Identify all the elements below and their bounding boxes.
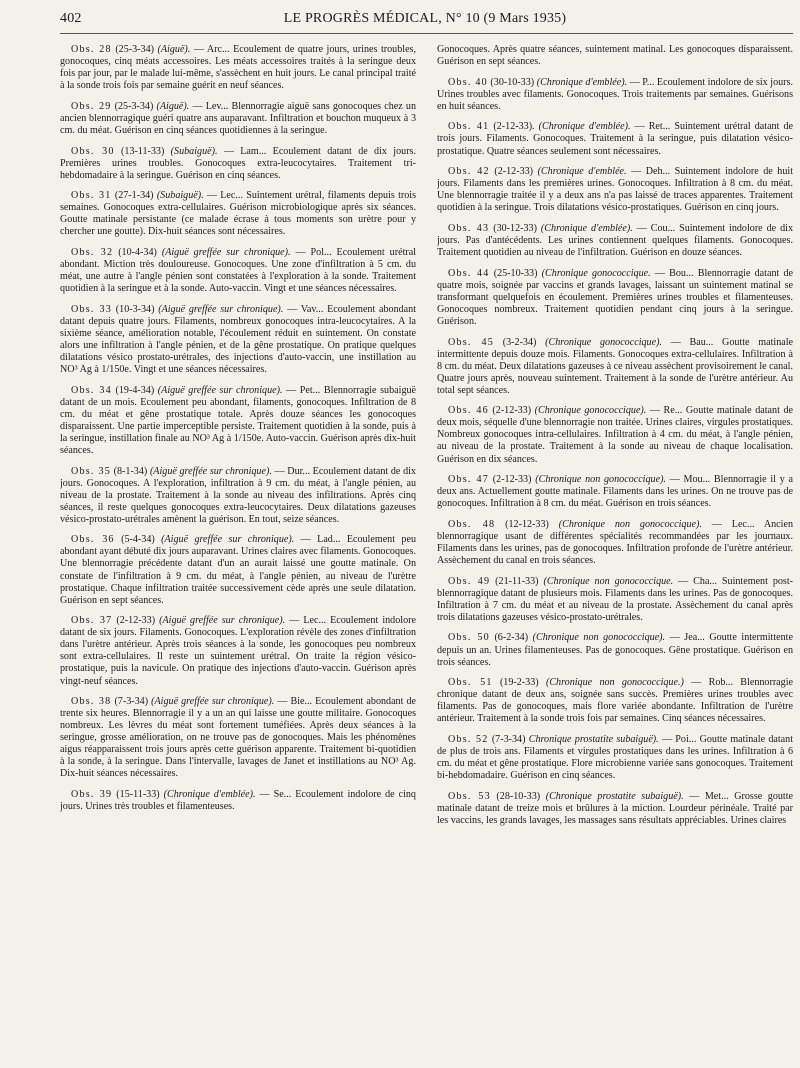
observation-date: (2-12-33) bbox=[492, 474, 532, 486]
observation-date: (19-4-34) bbox=[115, 384, 155, 396]
observation-type: (Chronique gonococcique). bbox=[545, 336, 662, 348]
observation-paragraph bbox=[437, 519, 793, 567]
observation-text: — Lev... Blennorragie aiguë sans gonocoques chez un ancien blennorragique guéri quatre ans auparavant. Infiltration et bouchon muqueux à 3 cm. du méat. Guérison en cinq séances quotidiennes à la seringue. bbox=[60, 100, 416, 136]
observation-label: Obs. 37 bbox=[71, 615, 113, 627]
observation-date: (10-3-34) bbox=[115, 303, 155, 315]
observation-date: (25-10-33) bbox=[493, 267, 538, 279]
observation-paragraph bbox=[437, 77, 793, 113]
observation-date: (8-1-34) bbox=[113, 465, 148, 477]
observation-text: — Lam... Ecoulement datant de dix jours. Premières urines troubles. Gonocoques extra-leucocytaires. Traitement tri-hebdomadaire à la seringue. Guérison en cinq séances. bbox=[60, 145, 416, 181]
observation-paragraph bbox=[60, 44, 416, 92]
observation-paragraph bbox=[437, 677, 793, 725]
observation-type: (Chronique non gonococcique). bbox=[535, 474, 666, 486]
observation-date: (5-4-34) bbox=[121, 534, 155, 546]
observation-text: — Poi... Goutte matinale datant de plus de trois ans. Filaments et virgules prostatiques dans les urines. Infiltration à 6 cm. du méat et gêne prostatique. Flore microbienne variée sans gonocoques. Traitement bi-hebdomadaire. Guérison en cinq séances. bbox=[437, 733, 793, 782]
observation-text: — Re... Goutte matinale datant de deux mois, séquelle d'une blennorragie non traitée. Urines claires, virgules prostatiques. Nombreux gonocoques intra-cellulaires. Infiltration à 4 cm. du méat, à l'angle pénien, au niveau de la prostate. Traitement à la sonde au niveau de chaque localisation. Guérison en dix séances. bbox=[437, 405, 793, 465]
observation-text: — Bou... Blennorragie datant de quatre mois, soignée par vaccins et grands lavages, laissant un suintement matinal se transformant quelquefois en écoulement. Premières urines troubles et filamenteuses. Gonocoques nombreux. Traitement quotidien pendant cinq jours à la seringue. Guérison. bbox=[437, 267, 793, 327]
observation-date: (25-3-34) bbox=[114, 100, 154, 112]
observation-type: Chronique prostatite subaiguë). bbox=[528, 733, 659, 745]
observation-text: — Cou... Suintement indolore de dix jours. Pas d'antécédents. Les urines contiennent quelques filaments. Gonocoques. Traitement quotidien au niveau de l'infiltration. Guérison en douze séances. bbox=[437, 222, 793, 259]
left-column bbox=[60, 44, 416, 1064]
observation-date: (2-12-33). bbox=[493, 121, 535, 133]
header-rule bbox=[60, 33, 793, 34]
observation-type: (Chronique non gonococcique). bbox=[532, 632, 666, 644]
observation-paragraph bbox=[60, 146, 416, 182]
observation-label: Obs. 42 bbox=[448, 166, 490, 178]
observation-label: Obs. 44 bbox=[448, 267, 490, 279]
observation-text: — Pol... Ecoulement urétral abondant. Miction très douloureuse. Gonocoques. Une zone d'infiltration à 5 cm. du méat, une autre à l'angle pénien sont constatées à l'exploration à la sonde. Traitement quotidien à la seringue et à la sonde. Auto-vaccin. Vingt et une séances nécessaires. bbox=[60, 247, 416, 295]
observation-type: (Chronique prostatite subaiguë). bbox=[545, 790, 684, 802]
observation-date: (30-12-33) bbox=[493, 222, 537, 234]
observation-date: (12-12-33) bbox=[505, 518, 549, 530]
observation-text: — Jea... Goutte intermittente depuis un an. Urines filamenteuses. Pas de gonocoques. Gêne prostatique. Guérison en trois séances. bbox=[437, 632, 793, 668]
observation-type: (Aiguë greffée sur chronique). bbox=[149, 465, 272, 477]
observation-paragraph bbox=[437, 791, 793, 827]
observation-type: (Chronique d'emblée). bbox=[538, 121, 631, 133]
observation-label: Obs. 31 bbox=[71, 190, 112, 202]
observation-date: (3-2-34) bbox=[502, 336, 537, 348]
observation-type: (Chronique d'emblée). bbox=[163, 789, 256, 801]
observation-date: (2-12-33) bbox=[116, 615, 156, 627]
observation-label: Obs. 51 bbox=[448, 677, 493, 689]
observation-paragraph bbox=[60, 696, 416, 780]
observation-date: (21-11-33) bbox=[495, 575, 539, 587]
observation-date: (6-2-34) bbox=[494, 632, 529, 644]
observation-date: (7-3-34) bbox=[114, 696, 149, 708]
observation-label: Obs. 50 bbox=[448, 632, 490, 644]
observation-label: Obs. 30 bbox=[71, 145, 115, 157]
observation-text: Gonocoques. Après quatre séances, suintement matinal. Les gonocoques disparaissent. Guérison en sept séances. bbox=[437, 44, 793, 68]
observation-label: Obs. 38 bbox=[71, 696, 112, 708]
observation-text: — Lad... Ecoulement peu abondant ayant débuté dix jours auparavant. Urines claires avec filaments. Gonocoques. Une blennorragie précédente datant d'un an aurait laissé une goutte matinale. On constate de l'infiltration à 9 cm. du méat, à l'angle pénien, au niveau de l'urètre prostatique. Chaque infiltration traitée successivement cède après une seule dilatation. Guérison en sept séances. bbox=[60, 534, 416, 606]
observation-type: (Aiguë greffée sur chronique). bbox=[158, 303, 284, 315]
observation-date: (27-1-34) bbox=[114, 190, 154, 202]
observation-paragraph bbox=[60, 789, 416, 813]
observation-type: (Aiguë greffée sur chronique). bbox=[161, 534, 295, 546]
observation-type: (Aiguë). bbox=[157, 44, 191, 55]
observation-type: (Aiguë greffée sur chronique). bbox=[151, 696, 275, 708]
observation-paragraph bbox=[437, 632, 793, 668]
observation-date: (30-10-33) bbox=[490, 76, 535, 88]
observation-paragraph bbox=[437, 405, 793, 465]
observation-text: — Ret... Suintement urétral datant de trois jours. Filaments. Gonocoques. Traitement à la seringue, puis dilatation vésico-prostatique. Quatre séances seulement sont nécessaires. bbox=[437, 121, 793, 157]
observation-date: (25-3-34) bbox=[115, 44, 154, 55]
page-number: 402 bbox=[60, 11, 82, 26]
observation-text: — Mou... Blennorragie il y a deux ans. Actuellement goutte matinale. Filaments dans les urines. On ne trouve pas de gonocoques. Infiltration à 8 cm. du méat. Guérison en trois séances. bbox=[437, 474, 793, 510]
observation-paragraph bbox=[60, 247, 416, 295]
observation-paragraph bbox=[60, 385, 416, 457]
observation-type: (Chronique non gonococcique). bbox=[558, 518, 702, 530]
observation-paragraph bbox=[60, 466, 416, 526]
observation-paragraph bbox=[437, 223, 793, 259]
observation-type: (Chronique non gonococcique. bbox=[543, 575, 674, 587]
observation-text: — Bau... Goutte matinale intermittente depuis douze mois. Filaments. Gonocoques extra-cellulaires. Infiltration à 8 cm. du méat. Deux dilatations gazeuses à ce niveau assèchent provisoirement le canal. Quatre jours après, nouveau suintement. Traitement à la sonde de l'urètre antérieur. Au total sept séances. bbox=[437, 336, 793, 396]
observation-date: (19-2-33) bbox=[499, 677, 539, 689]
observation-label: Obs. 45 bbox=[448, 336, 495, 348]
observation-paragraph bbox=[437, 44, 793, 68]
observation-paragraph bbox=[437, 268, 793, 328]
observation-date: (15-11-33) bbox=[116, 789, 160, 801]
observation-text: — Cha... Suintement post-blennorragique datant de plusieurs mois. Filaments dans les urines. Pas de gonocoques. Infiltration à 7 cm. du méat et au niveau de la prostate. Assèchement du canal après trois dilatations gazeuses vésico-prostato-urétrales. bbox=[437, 575, 793, 623]
observation-paragraph bbox=[60, 190, 416, 238]
observation-text: — Lec... Suintement urétral, filaments depuis trois semaines. Gonocoques extra-cellulaires. Guérison microbiologique après six séances. Goutte matinale persistante (ce malade écrase à tous moments son urètre pour y chercher une goutte). Dix-huit séances sont nécessaires. bbox=[60, 190, 416, 238]
observation-type: (Chronique gonococcique. bbox=[541, 267, 651, 279]
observation-text: — Bie... Ecoulement abondant de trente six heures. Blennorragie il y a un an qui laisse une goutte militaire. Gonocoques nombreux. Les lèvres du méat sont fortement tuméfiées. Après deux séances à la seringue, grosse amélioration, on ne trouve pas de gonocoques. Mais les phénomènes aigus réapparaissent trois jours après cette guérison apparente. Traitement bi-quotidien à la sonde, à la seringue. Dans l'intervalle, lavages de Janet et instillations au NO³ Ag. Dix-huit séances nécessaires. bbox=[60, 696, 416, 780]
observation-label: Obs. 48 bbox=[448, 518, 496, 530]
observation-label: Obs. 39 bbox=[71, 789, 113, 801]
observation-type: (Aiguë greffée sur chronique). bbox=[159, 615, 286, 627]
page-header bbox=[60, 11, 790, 29]
observation-label: Obs. 40 bbox=[448, 76, 488, 88]
observation-paragraph bbox=[60, 615, 416, 687]
observation-label: Obs. 43 bbox=[448, 222, 490, 234]
observation-label: Obs. 52 bbox=[448, 733, 489, 745]
observation-text: — P... Ecoulement indolore de six jours. Urines troubles avec filaments. Gonocoques. Trois traitements par semaines. Guérisons en huit séances. bbox=[437, 76, 793, 112]
observation-type: (Aiguë greffée sur chronique). bbox=[157, 384, 283, 396]
observation-date: (2-12-33) bbox=[494, 166, 534, 178]
observation-label: Obs. 29 bbox=[71, 100, 112, 112]
observation-label: Obs. 46 bbox=[448, 405, 489, 417]
observation-text: — Pet... Blennorragie subaiguë datant de un mois. Ecoulement peu abondant, filaments, gonocoques. Infiltration de 8 cm. du méat et gêne prostatique totale. Après douze séances les gonocoques disparaissent. Une partie imperceptible persiste. Traitement quotidien à la sonde, puis à la seringue, instillation finale au NO³ Ag à 1/150e. Auto-vaccin. Guérison après dix-huit séances. bbox=[60, 384, 416, 456]
observation-text: — Rob... Blennorragie chronique datant de deux ans, soignée sans succès. Premières urines troubles avec filaments. Pas de gonocoques, mais flore variée abondante. Infiltration de l'urètre antérieur. Traitement à la sonde trois fois par semaines. Cinq séances nécessaires. bbox=[437, 677, 793, 725]
observation-paragraph bbox=[437, 337, 793, 397]
observation-text: — Met... Grosse goutte matinale datant de treize mois et brûlures à la miction. Lourdeur périnéale. Traité par les vaccins, les grands lavages, les massages sans résultats appréciables. Urines claires bbox=[437, 790, 793, 826]
observation-paragraph bbox=[437, 734, 793, 782]
observation-text: — Se... Ecoulement indolore de cinq jours. Urines très troubles et filamenteuses. bbox=[60, 789, 416, 813]
observation-label: Obs. 49 bbox=[448, 575, 491, 587]
observation-label: Obs. 28 bbox=[71, 44, 112, 55]
observation-paragraph bbox=[437, 121, 793, 157]
observation-type: (Chronique d'emblée). bbox=[536, 76, 628, 88]
observation-paragraph bbox=[437, 166, 793, 214]
observation-type: (Subaiguë). bbox=[170, 145, 218, 157]
observation-date: (28-10-33) bbox=[496, 790, 541, 802]
observation-date: (10-4-34) bbox=[118, 247, 157, 259]
observation-type: (Aiguë). bbox=[156, 100, 190, 112]
observation-label: Obs. 36 bbox=[71, 534, 115, 546]
observation-type: (Subaiguë). bbox=[156, 190, 204, 202]
observation-type: (Aiguë greffée sur chronique). bbox=[161, 247, 291, 259]
observation-date: (7-3-34) bbox=[491, 733, 526, 745]
observation-text: — Deh... Suintement indolore de huit jours. Filaments dans les premières urines. Gonocoques. Infiltration à 8 cm. du méat. Une blennorragie traitée il y a deux ans n'a pas laissé de traces apparentes. Traitement quotidien à la seringue. Trois dilatations vésico-prostatiques. Guérison en cinq jours. bbox=[437, 166, 793, 214]
observation-date: (13-11-33) bbox=[120, 145, 165, 157]
observation-label: Obs. 33 bbox=[71, 303, 113, 315]
running-title: LE PROGRÈS MÉDICAL, N° 10 (9 Mars 1935) bbox=[283, 11, 567, 26]
observation-label: Obs. 34 bbox=[71, 384, 112, 396]
observation-paragraph bbox=[60, 101, 416, 137]
observation-paragraph bbox=[60, 304, 416, 376]
observation-date: (2-12-33) bbox=[492, 405, 532, 417]
observation-text: — Arc... Ecoulement de quatre jours, urines troubles, gonocoques, cinq méats accessoires. Les méats accessoires traités à la seringue deux fois par jour, par le malade lui-même, s'assèchent en huit jours. Le canal principal traité à la sonde trois fois par semaine guérit en neuf séances. bbox=[60, 44, 416, 92]
observation-label: Obs. 35 bbox=[71, 465, 111, 477]
observation-paragraph bbox=[60, 534, 416, 606]
observation-type: (Chronique d'emblée. bbox=[537, 166, 627, 178]
observation-type: (Chronique d'emblée). bbox=[540, 222, 633, 234]
observation-text: — Lec... Ancien blennorragique usant de différentes spécialités recommandées par les journaux. Filaments dans les urines, pas de gonocoques. Infiltration profonde de l'urètre antérieur. Assèchement du canal en trois séances. bbox=[437, 518, 793, 567]
observation-label: Obs. 47 bbox=[448, 474, 490, 486]
observation-paragraph bbox=[437, 576, 793, 624]
observation-type: (Chronique non gonococcique.) bbox=[545, 677, 684, 689]
observation-type: (Chronique gonococcique). bbox=[534, 405, 647, 417]
observation-text: — Dur... Ecoulement datant de dix jours. Gonocoques. A l'exploration, infiltration à 9 cm. du méat, à l'angle pénien, au niveau de la prostate. Traitement à la sonde au niveau des infiltrations. Après cinq séances, il reste quelques gonocoques extra-leucocytaires. Deux dilatations gazeuses vésico-prostato-urétrales amènent la guérison. En tout, seize séances. bbox=[60, 465, 416, 525]
observation-text: — Vav... Ecoulement abondant datant depuis quatre jours. Filaments, nombreux gonocoques intra-leucocytaires. A la sixième séance, amélioration notable, l'écoulement réduit en suintement. On constate alors une infiltration à l'angle pénien, et de la gêne prostatique. On pratique quelques dilatations vésico prostato-urétrales, des injections d'auto-vaccin, une instillation au NO³ Ag à 1/150e. Vingt et une séances nécessaires. bbox=[60, 303, 416, 376]
observation-text: — Lec... Ecoulement indolore datant de six jours. Filaments. Gonocoques. L'exploration révèle des zones d'infiltration dans l'urètre antérieur. Après trois séances à la sonde, les gonocoques peu nombreux sont extra-cellulaires. Il reste un suintement urétral. On traite la région vésico-prostatique, puis la navicule. On pratique des injections d'auto-vaccin. Guérison après vingt-neuf séances. bbox=[60, 615, 416, 687]
observation-label: Obs. 53 bbox=[448, 790, 491, 802]
observation-label: Obs. 32 bbox=[71, 247, 114, 259]
observation-paragraph bbox=[437, 474, 793, 510]
right-column bbox=[437, 44, 793, 1064]
observation-label: Obs. 41 bbox=[448, 121, 490, 133]
